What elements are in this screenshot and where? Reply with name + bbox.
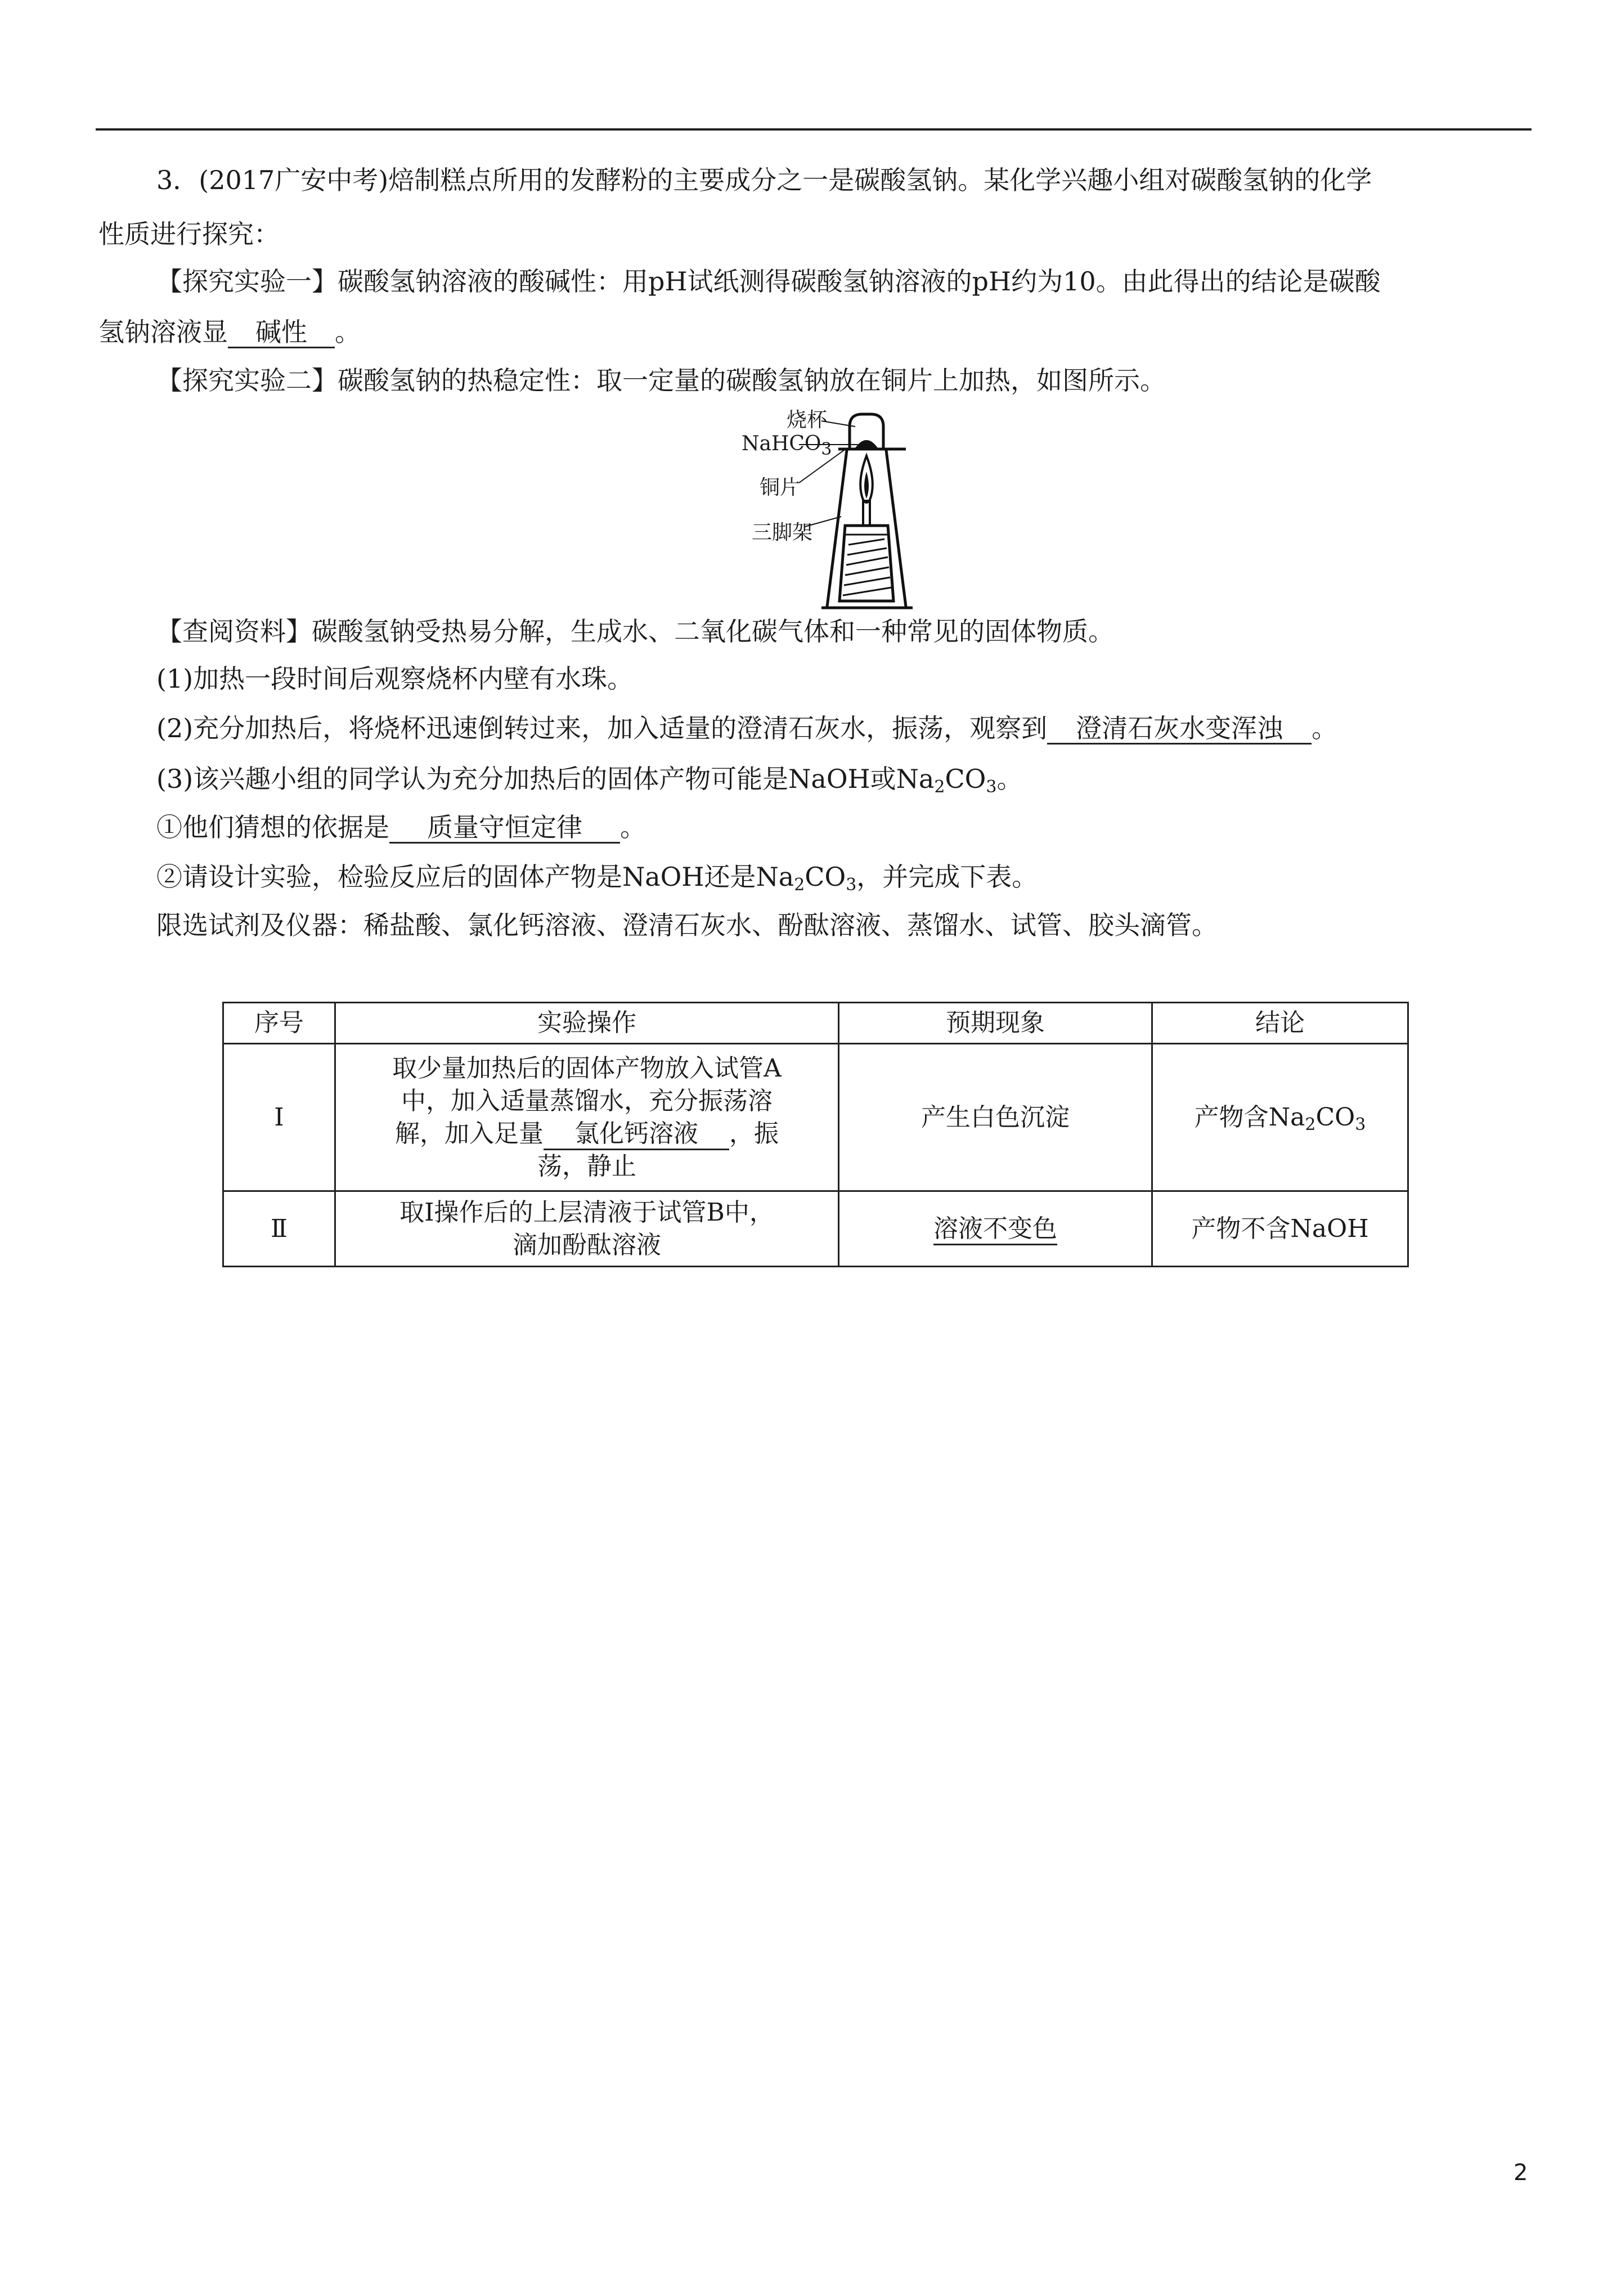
table-row xyxy=(223,1191,1408,1267)
question-number: 3． xyxy=(156,165,199,195)
row1-op-line3-end: ，振 xyxy=(729,1119,779,1148)
table-header-row xyxy=(223,1003,1408,1044)
question2-sub1: 2 xyxy=(794,875,805,895)
reagents-line: 限选试剂及仪器：稀盐酸、氯化钙溶液、澄清石灰水、酚酞溶液、蒸馏水、试管、胶头滴管。 xyxy=(156,910,1218,940)
label-nahco3-sub: 3 xyxy=(821,440,832,459)
row1-conclusion-text: 产物含Na xyxy=(1194,1102,1305,1132)
label-nahco3-text: NaHCO xyxy=(742,432,821,455)
label-tripod: 三脚架 xyxy=(752,521,813,544)
row1-operation xyxy=(335,1044,839,1191)
reference-text: 碳酸氢钠受热易分解，生成水、二氧化碳气体和一种常见的固体物质。 xyxy=(312,616,1114,647)
row2-op-line2: 滴加酚酞溶液 xyxy=(513,1230,661,1259)
step3-sub1: 2 xyxy=(934,777,945,797)
reference-line xyxy=(156,615,1114,648)
row2-conclusion: 产物不含NaOH xyxy=(1152,1191,1408,1267)
question1-period: 。 xyxy=(620,812,646,842)
exp1-text: 碳酸氢钠溶液的酸碱性：用pH试纸测得碳酸氢钠溶液的pH约为10。由此得出的结论是碳酸 xyxy=(338,266,1381,297)
exp2-label: 【探究实验二】 xyxy=(156,365,338,396)
label-nahco3 xyxy=(742,432,832,459)
step3-co: CO xyxy=(945,764,986,794)
header-phenomenon: 预期现象 xyxy=(839,1003,1152,1044)
header-conclusion: 结论 xyxy=(1152,1003,1408,1044)
row1-phenomenon: 产生白色沉淀 xyxy=(839,1044,1152,1191)
row2-phenomenon xyxy=(839,1191,1152,1267)
exp1-label: 【探究实验一】 xyxy=(156,266,338,297)
row1-conclusion-co: CO xyxy=(1315,1102,1355,1132)
step2-text: (2)充分加热后，将烧杯迅速倒转过来，加入适量的澄清石灰水，振荡，观察到 xyxy=(156,713,1048,743)
reference-label: 【查阅资料】 xyxy=(156,616,312,647)
step2-period: 。 xyxy=(1312,713,1338,743)
header-operation: 实验操作 xyxy=(335,1003,839,1044)
step1: (1)加热一段时间后观察烧杯内壁有水珠。 xyxy=(156,663,634,694)
row1-conclusion-sub2: 3 xyxy=(1355,1114,1366,1134)
question1-text: ①他们猜想的依据是 xyxy=(156,812,389,842)
row1-op-line3-text: 解，加入足量 xyxy=(395,1119,544,1148)
exp1-line1 xyxy=(156,264,1381,298)
row1-conclusion-sub1: 2 xyxy=(1305,1114,1316,1134)
table-row xyxy=(223,1044,1408,1191)
step3-period: 。 xyxy=(996,764,1023,794)
row1-op-line3 xyxy=(342,1118,832,1150)
question2-text: ②请设计实验，检验反应后的固体产物是NaOH还是Na xyxy=(156,862,794,892)
alcohol-lamp xyxy=(839,526,893,601)
question2-sub2: 3 xyxy=(846,875,857,895)
step3-sub2: 3 xyxy=(986,777,997,797)
row1-op-line4: 荡，静止 xyxy=(537,1151,636,1181)
question1 xyxy=(156,810,646,844)
step3 xyxy=(156,762,1022,796)
exp1-period: 。 xyxy=(335,317,361,347)
question-intro-text: 焙制糕点所用的发酵粉的主要成分之一是碳酸氢钠。某化学兴趣小组对碳酸氢钠的化学 xyxy=(388,165,1372,195)
question-intro-line2: 性质进行探究： xyxy=(98,219,280,249)
page-number: 2 xyxy=(1514,2160,1528,2186)
step3-text: (3)该兴趣小组的同学认为充分加热后的固体产物可能是NaOH或Na xyxy=(156,764,935,794)
question-intro-line1 xyxy=(156,163,1372,197)
exp1-answer: 碱性 xyxy=(228,317,335,348)
row1-op-line1: 取少量加热后的固体产物放入试管A xyxy=(392,1053,782,1083)
label-beaker: 烧杯 xyxy=(787,409,828,432)
lamp-wick xyxy=(863,501,870,526)
label-copper: 铜片 xyxy=(760,476,801,499)
row1-index: Ⅰ xyxy=(223,1044,335,1191)
question1-answer: 质量守恒定律 xyxy=(389,813,620,844)
row2-op-line1: 取Ⅰ操作后的上层清液于试管B中， xyxy=(399,1198,774,1227)
exp1-line2 xyxy=(98,315,361,349)
exp2-text: 碳酸氢钠的热稳定性：取一定量的碳酸氢钠放在铜片上加热，如图所示。 xyxy=(338,365,1166,396)
flame-core xyxy=(864,472,869,499)
lamp-hatching xyxy=(843,539,891,595)
row1-op-line2: 中，加入适量蒸馏水，充分振荡溶 xyxy=(401,1086,773,1115)
question2 xyxy=(156,860,1038,894)
question2-end: ，并完成下表。 xyxy=(856,862,1038,892)
question2-co: CO xyxy=(805,862,846,892)
nahco3-mound xyxy=(855,440,878,448)
question-source: (2017广安中考) xyxy=(199,165,389,195)
row1-conclusion xyxy=(1152,1044,1408,1191)
row1-op-answer: 氯化钙溶液 xyxy=(544,1119,729,1150)
step2-answer: 澄清石灰水变浑浊 xyxy=(1047,714,1312,745)
header-index: 序号 xyxy=(223,1003,335,1044)
exp1-text2: 氢钠溶液显 xyxy=(98,317,228,347)
row2-operation xyxy=(335,1191,839,1267)
step2 xyxy=(156,711,1337,745)
row2-phenomenon-answer: 溶液不变色 xyxy=(933,1214,1057,1245)
exp2-line xyxy=(156,364,1166,397)
row2-index: Ⅱ xyxy=(223,1191,335,1267)
header-rule xyxy=(96,128,1532,131)
experiment-table xyxy=(222,1002,1409,1267)
